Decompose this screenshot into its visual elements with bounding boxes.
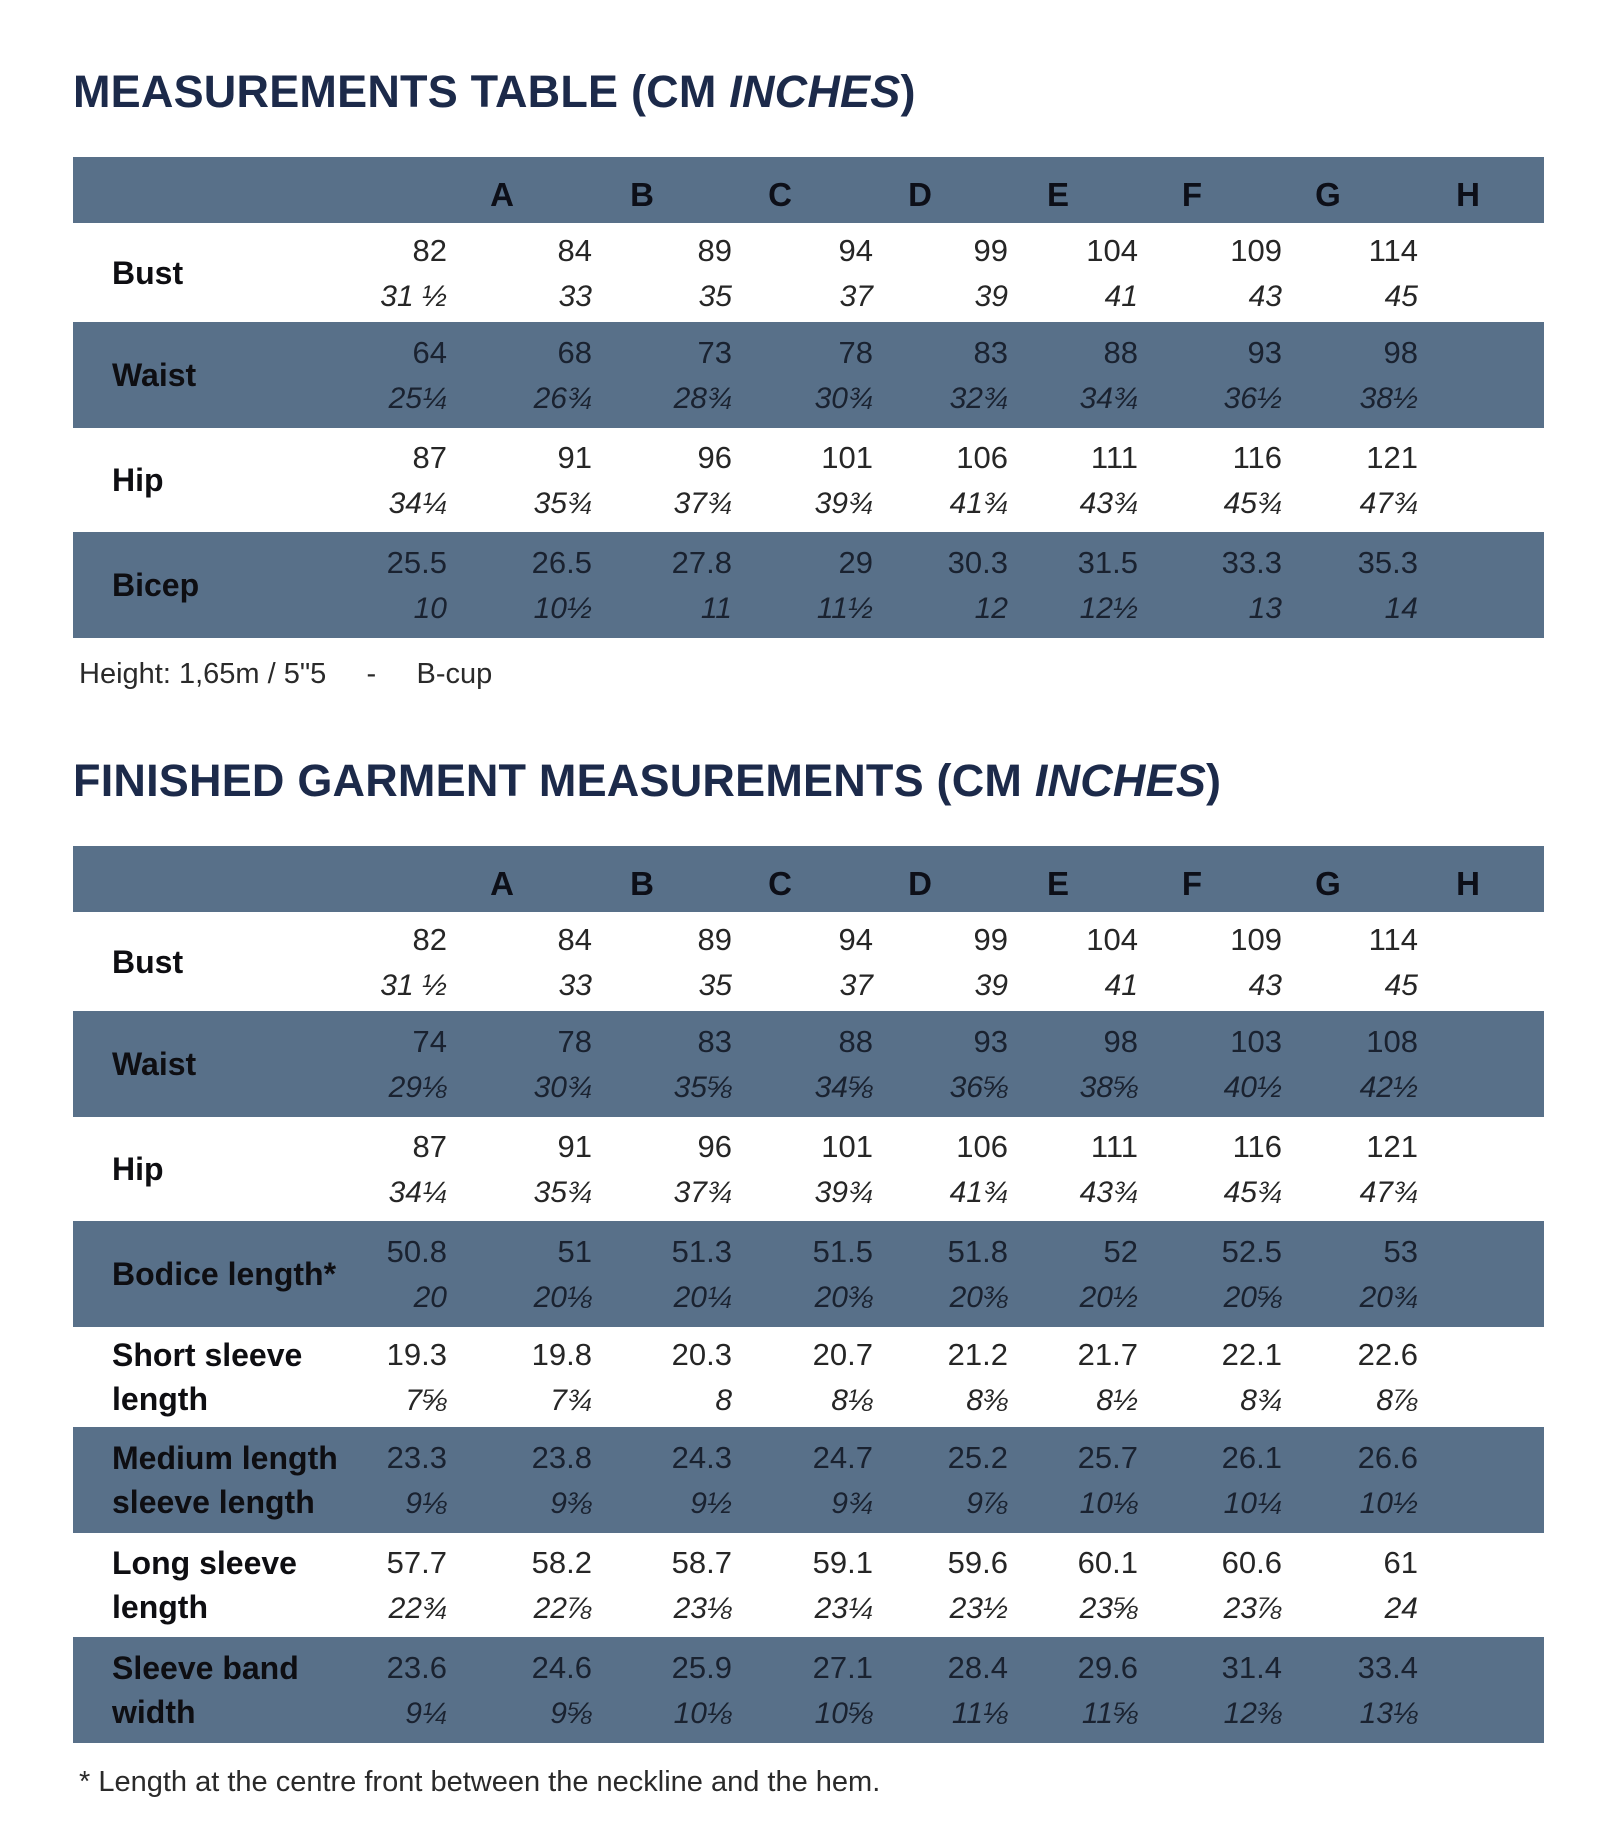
cm-value: 20.3 xyxy=(671,1337,732,1372)
cm-value: 64 xyxy=(412,335,447,370)
inch-value: 11⅝ xyxy=(1081,1697,1138,1730)
inch-value: 41 xyxy=(1104,968,1138,1002)
cm-value: 25.7 xyxy=(1077,1440,1138,1475)
inch-value: 32¾ xyxy=(949,382,1008,415)
inch-value: 10⅛ xyxy=(673,1697,732,1730)
row-label: Waist xyxy=(112,357,197,393)
size-header: A xyxy=(490,176,514,213)
inch-value: 22⅞ xyxy=(533,1592,592,1625)
inch-value: 34¼ xyxy=(388,1176,447,1209)
inch-value: 10⅛ xyxy=(1079,1487,1138,1520)
cm-value: 52.5 xyxy=(1221,1234,1282,1269)
size-header: A xyxy=(490,865,514,902)
table-row xyxy=(73,223,1544,322)
inch-value: 23⅝ xyxy=(1079,1592,1138,1625)
cm-value: 93 xyxy=(1247,335,1282,370)
inch-value: 41¾ xyxy=(949,487,1008,520)
table-row xyxy=(73,532,1544,638)
cm-value: 19.3 xyxy=(386,1337,447,1372)
cm-value: 23.3 xyxy=(386,1440,447,1475)
finished-title: FINISHED GARMENT MEASUREMENTS (CM INCHES) xyxy=(73,755,1222,806)
cm-value: 96 xyxy=(697,440,732,475)
row-label: Waist xyxy=(112,1046,197,1082)
cm-value: 82 xyxy=(412,232,447,268)
table-row xyxy=(73,1117,1544,1221)
cm-value: 96 xyxy=(697,1129,732,1164)
cm-value: 84 xyxy=(557,921,592,957)
table-header xyxy=(73,157,1544,223)
cm-value: 91 xyxy=(557,1129,592,1164)
cm-value: 104 xyxy=(1086,232,1138,268)
cm-value: 24.7 xyxy=(812,1440,873,1475)
size-header: C xyxy=(768,865,792,902)
cm-value: 26.6 xyxy=(1357,1440,1418,1475)
size-header: D xyxy=(908,865,932,902)
inch-value: 8⅛ xyxy=(831,1384,873,1417)
cm-value: 60.6 xyxy=(1221,1545,1282,1580)
cm-value: 73 xyxy=(697,335,732,370)
inch-value: 9¾ xyxy=(831,1487,873,1520)
inch-value: 39¾ xyxy=(814,1176,873,1209)
row-label: Sleeve band width xyxy=(112,1650,299,1730)
cm-value: 74 xyxy=(412,1024,447,1059)
inch-value: 7⅝ xyxy=(405,1384,447,1417)
inch-value: 43¾ xyxy=(1079,487,1138,520)
inch-value: 9½ xyxy=(690,1487,732,1520)
cm-value: 83 xyxy=(697,1024,732,1059)
inch-value: 45 xyxy=(1384,968,1418,1002)
cm-value: 108 xyxy=(1366,1024,1418,1059)
inch-value: 12⅜ xyxy=(1223,1697,1282,1730)
cm-value: 23.6 xyxy=(386,1650,447,1685)
inch-value: 20 xyxy=(413,1281,447,1314)
inch-value: 43 xyxy=(1248,968,1282,1002)
inch-value: 35¾ xyxy=(533,1176,592,1209)
size-header: H xyxy=(1456,176,1480,213)
inch-value: 20½ xyxy=(1079,1281,1138,1314)
table-row xyxy=(73,1533,1544,1637)
cm-value: 51.5 xyxy=(812,1234,873,1269)
inch-value: 35 xyxy=(698,279,732,313)
inch-value: 33 xyxy=(558,279,592,313)
inch-value: 9⅝ xyxy=(550,1697,592,1730)
inch-value: 37 xyxy=(839,968,873,1002)
cm-value: 99 xyxy=(973,232,1008,268)
cm-value: 51 xyxy=(557,1234,592,1269)
inch-value: 10 xyxy=(413,592,447,625)
cm-value: 59.1 xyxy=(812,1545,873,1580)
table-row xyxy=(73,428,1544,532)
inch-value: 28¾ xyxy=(673,382,732,415)
inch-value: 13⅛ xyxy=(1359,1697,1418,1730)
inch-value: 23⅞ xyxy=(1223,1592,1282,1625)
cm-value: 31.4 xyxy=(1221,1650,1282,1685)
inch-value: 31 ½ xyxy=(380,279,447,313)
cm-value: 24.3 xyxy=(671,1440,732,1475)
inch-value: 14 xyxy=(1384,592,1418,625)
row-label: Bodice length* xyxy=(112,1256,337,1292)
row-label: Hip xyxy=(112,1151,164,1187)
cm-value: 88 xyxy=(838,1024,873,1059)
inch-value: 39 xyxy=(974,279,1008,313)
finished-table xyxy=(73,846,1544,1743)
cm-value: 61 xyxy=(1383,1545,1418,1580)
inch-value: 35⅝ xyxy=(673,1071,732,1104)
cm-value: 20.7 xyxy=(812,1337,873,1372)
cm-value: 57.7 xyxy=(386,1545,447,1580)
size-header: E xyxy=(1046,176,1069,213)
inch-value: 47¾ xyxy=(1359,1176,1418,1209)
measurements-title: MEASUREMENTS TABLE (CM INCHES) xyxy=(73,66,916,117)
cm-value: 78 xyxy=(557,1024,592,1059)
cm-value: 23.8 xyxy=(531,1440,592,1475)
size-header: G xyxy=(1315,176,1341,213)
inch-value: 39 xyxy=(974,968,1008,1002)
row-label: Bust xyxy=(112,943,184,980)
cm-value: 51.8 xyxy=(947,1234,1008,1269)
cm-value: 60.1 xyxy=(1077,1545,1138,1580)
row-label: Short sleeve length xyxy=(112,1337,303,1417)
cm-value: 114 xyxy=(1368,232,1418,268)
cm-value: 19.8 xyxy=(531,1337,592,1372)
inch-value: 9⅞ xyxy=(966,1487,1008,1520)
inch-value: 37 xyxy=(839,279,873,313)
cm-value: 111 xyxy=(1090,440,1138,475)
cm-value: 116 xyxy=(1232,440,1282,475)
inch-value: 33 xyxy=(558,968,592,1002)
cm-value: 30.3 xyxy=(947,545,1008,580)
size-header: F xyxy=(1181,865,1203,902)
inch-value: 10½ xyxy=(533,592,592,625)
inch-value: 11½ xyxy=(816,592,873,625)
inch-value: 30¾ xyxy=(533,1071,592,1104)
cm-value: 104 xyxy=(1086,921,1138,957)
row-label: Hip xyxy=(112,462,164,498)
row-label: Long sleeve length xyxy=(112,1545,297,1625)
cm-value: 22.6 xyxy=(1357,1337,1418,1372)
table-row xyxy=(73,1327,1544,1427)
table-row xyxy=(73,1221,1544,1327)
inch-value: 39¾ xyxy=(814,487,873,520)
inch-value: 37¾ xyxy=(673,1176,732,1209)
inch-value: 26¾ xyxy=(533,382,592,415)
table-row xyxy=(73,1427,1544,1533)
inch-value: 38½ xyxy=(1359,382,1418,415)
inch-value: 45¾ xyxy=(1223,487,1282,520)
cm-value: 27.1 xyxy=(812,1650,873,1685)
inch-value: 20¼ xyxy=(673,1281,732,1314)
inch-value: 25¼ xyxy=(388,382,447,415)
inch-value: 13 xyxy=(1248,592,1282,625)
table-row xyxy=(73,1011,1544,1117)
inch-value: 38⅝ xyxy=(1079,1071,1138,1104)
table-row xyxy=(73,912,1544,1011)
cm-value: 99 xyxy=(973,921,1008,957)
inch-value: 8½ xyxy=(1096,1384,1138,1417)
table-row xyxy=(73,1637,1544,1743)
inch-value: 40½ xyxy=(1223,1071,1282,1104)
inch-value: 20⅜ xyxy=(949,1281,1008,1314)
inch-value: 20⅜ xyxy=(814,1281,873,1314)
cm-value: 109 xyxy=(1230,921,1282,957)
cm-value: 114 xyxy=(1368,921,1418,957)
cm-value: 94 xyxy=(838,232,873,268)
inch-value: 23¼ xyxy=(814,1592,873,1625)
cm-value: 109 xyxy=(1230,232,1282,268)
size-header: B xyxy=(630,176,654,213)
cm-value: 121 xyxy=(1366,1129,1418,1164)
inch-value: 8¾ xyxy=(1240,1384,1282,1417)
inch-value: 23⅛ xyxy=(673,1592,732,1625)
size-header: D xyxy=(908,176,932,213)
inch-value: 10¼ xyxy=(1223,1487,1282,1520)
inch-value: 35 xyxy=(698,968,732,1002)
cm-value: 25.2 xyxy=(947,1440,1008,1475)
cm-value: 50.8 xyxy=(386,1234,447,1269)
cm-value: 33.4 xyxy=(1357,1650,1418,1685)
cm-value: 106 xyxy=(956,440,1008,475)
cm-value: 91 xyxy=(557,440,592,475)
cm-value: 84 xyxy=(557,232,592,268)
cm-value: 87 xyxy=(412,440,447,475)
inch-value: 29⅛ xyxy=(388,1071,447,1104)
inch-value: 10½ xyxy=(1359,1487,1418,1520)
cm-value: 29 xyxy=(838,545,873,580)
cm-value: 106 xyxy=(956,1129,1008,1164)
cm-value: 26.5 xyxy=(531,545,592,580)
cm-value: 28.4 xyxy=(947,1650,1008,1685)
cm-value: 59.6 xyxy=(947,1545,1008,1580)
inch-value: 9⅜ xyxy=(550,1487,592,1520)
inch-value: 7¾ xyxy=(550,1384,592,1417)
cm-value: 26.1 xyxy=(1221,1440,1282,1475)
inch-value: 35¾ xyxy=(533,487,592,520)
inch-value: 9¼ xyxy=(405,1697,447,1730)
inch-value: 41 xyxy=(1104,279,1138,313)
cm-value: 53 xyxy=(1383,1234,1418,1269)
cm-value: 78 xyxy=(838,335,873,370)
inch-value: 22¾ xyxy=(388,1592,447,1625)
cm-value: 21.2 xyxy=(947,1337,1008,1372)
inch-value: 34¾ xyxy=(1079,382,1138,415)
inch-value: 45 xyxy=(1384,279,1418,313)
table-header xyxy=(73,846,1544,912)
cm-value: 98 xyxy=(1383,335,1418,370)
cm-value: 87 xyxy=(412,1129,447,1164)
inch-value: 24 xyxy=(1384,1592,1418,1625)
cm-value: 31.5 xyxy=(1077,545,1138,580)
inch-value: 8⅜ xyxy=(966,1384,1008,1417)
cm-value: 101 xyxy=(821,440,873,475)
inch-value: 31 ½ xyxy=(380,968,447,1002)
cm-value: 27.8 xyxy=(671,545,732,580)
inch-value: 10⅝ xyxy=(814,1697,873,1730)
inch-value: 41¾ xyxy=(949,1176,1008,1209)
row-label: Bicep xyxy=(112,567,200,603)
cm-value: 111 xyxy=(1090,1129,1138,1164)
inch-value: 30¾ xyxy=(814,382,873,415)
cm-value: 25.9 xyxy=(671,1650,732,1685)
cm-value: 88 xyxy=(1103,335,1138,370)
inch-value: 36⅝ xyxy=(949,1071,1008,1104)
inch-value: 47¾ xyxy=(1359,487,1418,520)
size-header: G xyxy=(1315,865,1341,902)
inch-value: 20⅝ xyxy=(1223,1281,1282,1314)
finished-note: * Length at the centre front between the neckline and the hem. xyxy=(79,1766,881,1798)
cm-value: 29.6 xyxy=(1077,1650,1138,1685)
cm-value: 83 xyxy=(973,335,1008,370)
measurements-table xyxy=(73,157,1544,638)
size-header: F xyxy=(1181,176,1203,213)
inch-value: 8 xyxy=(715,1384,732,1417)
inch-value: 12 xyxy=(974,592,1008,625)
cm-value: 22.1 xyxy=(1221,1337,1282,1372)
size-header: B xyxy=(630,865,654,902)
measurements-note: Height: 1,65m / 5"5 - B-cup xyxy=(79,658,493,690)
row-label: Medium length sleeve length xyxy=(112,1440,338,1520)
cm-value: 89 xyxy=(697,232,732,268)
table-row xyxy=(73,322,1544,428)
inch-value: 23½ xyxy=(949,1592,1008,1625)
cm-value: 116 xyxy=(1232,1129,1282,1164)
cm-value: 93 xyxy=(973,1024,1008,1059)
inch-value: 9⅛ xyxy=(405,1487,447,1520)
inch-value: 8⅞ xyxy=(1376,1384,1418,1417)
inch-value: 20¾ xyxy=(1359,1281,1418,1314)
size-header: E xyxy=(1046,865,1069,902)
cm-value: 25.5 xyxy=(386,545,447,580)
cm-value: 58.2 xyxy=(531,1545,592,1580)
inch-value: 45¾ xyxy=(1223,1176,1282,1209)
cm-value: 68 xyxy=(557,335,592,370)
cm-value: 52 xyxy=(1103,1234,1138,1269)
cm-value: 98 xyxy=(1103,1024,1138,1059)
inch-value: 43 xyxy=(1248,279,1282,313)
cm-value: 24.6 xyxy=(531,1650,592,1685)
cm-value: 94 xyxy=(838,921,873,957)
inch-value: 42½ xyxy=(1359,1071,1418,1104)
cm-value: 58.7 xyxy=(671,1545,732,1580)
inch-value: 34⅝ xyxy=(814,1071,873,1104)
cm-value: 21.7 xyxy=(1077,1337,1138,1372)
inch-value: 11 xyxy=(700,592,732,625)
inch-value: 20⅛ xyxy=(533,1281,592,1314)
cm-value: 89 xyxy=(697,921,732,957)
cm-value: 121 xyxy=(1366,440,1418,475)
inch-value: 12½ xyxy=(1079,592,1138,625)
inch-value: 36½ xyxy=(1223,382,1282,415)
cm-value: 33.3 xyxy=(1221,545,1282,580)
inch-value: 43¾ xyxy=(1079,1176,1138,1209)
inch-value: 11⅛ xyxy=(951,1697,1008,1730)
cm-value: 51.3 xyxy=(671,1234,732,1269)
cm-value: 103 xyxy=(1230,1024,1282,1059)
size-header: H xyxy=(1456,865,1480,902)
inch-value: 37¾ xyxy=(673,487,732,520)
inch-value: 34¼ xyxy=(388,487,447,520)
row-label: Bust xyxy=(112,254,184,291)
cm-value: 35.3 xyxy=(1357,545,1418,580)
cm-value: 82 xyxy=(412,921,447,957)
size-header: C xyxy=(768,176,792,213)
cm-value: 101 xyxy=(821,1129,873,1164)
